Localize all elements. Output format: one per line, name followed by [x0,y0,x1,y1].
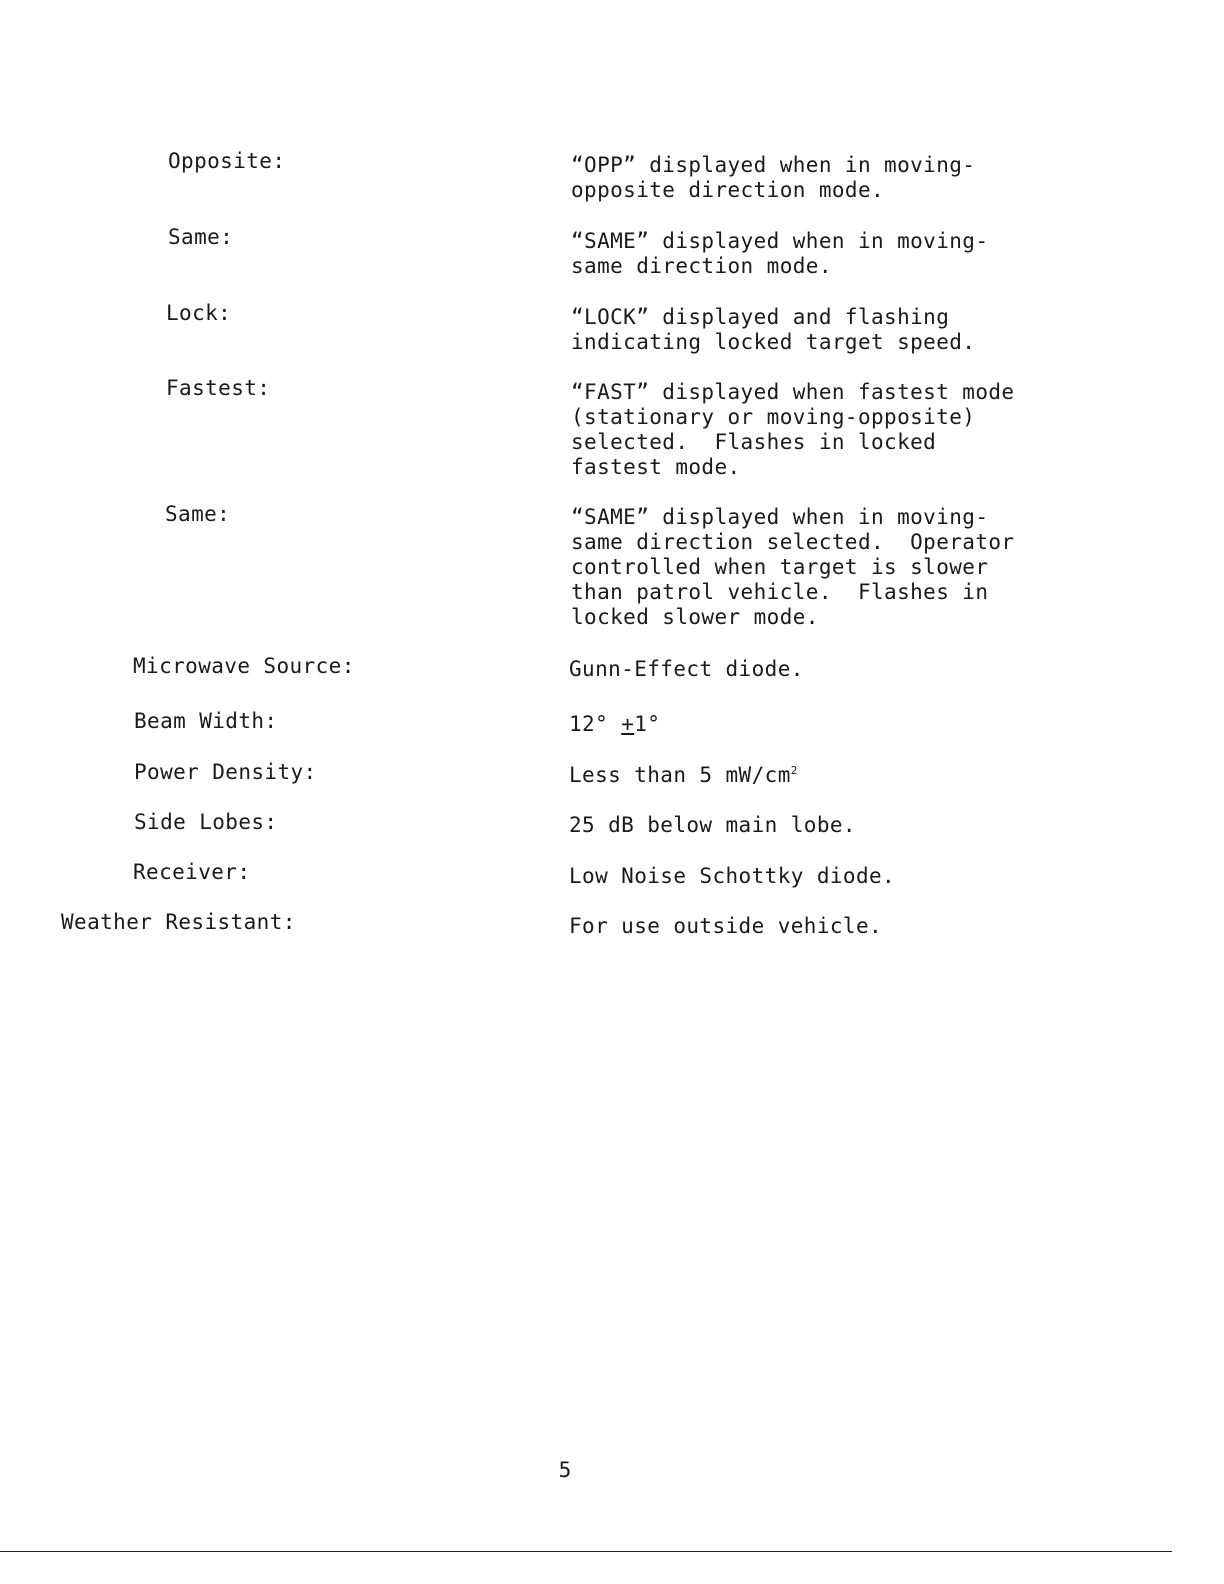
spec-value-beam-width [569,712,1129,737]
spec-value-line: “SAME” displayed when in moving- [571,505,989,529]
spec-value-line: For use outside vehicle. [569,914,883,938]
spec-value-line: controlled when target is slower [571,555,989,579]
spec-label-power-density: Power Density: [134,760,317,784]
spec-value-line: selected. Flashes in locked [571,430,937,454]
spec-value-line: Gunn-Effect diode. [569,657,804,681]
beam-width-value: 12° [569,712,622,736]
spec-value-line: “SAME” displayed when in moving- [571,229,989,253]
spec-label-same: Same: [168,225,234,249]
spec-value-power-density [569,763,1129,788]
spec-label-microwave-source: Microwave Source: [133,654,355,678]
spec-value-line: (stationary or moving-opposite) [571,405,976,429]
spec-value-line: indicating locked target speed. [571,330,976,354]
spec-value-line: same direction mode. [571,254,832,278]
spec-value-line: fastest mode. [571,455,741,479]
spec-label-fastest: Fastest: [166,376,271,400]
spec-value-fastest [571,380,1131,480]
bottom-rule [0,1551,1172,1552]
spec-value-opposite [571,153,1131,203]
spec-value-line [569,712,1129,737]
spec-label-beam-width: Beam Width: [134,709,278,733]
spec-value-line: “LOCK” displayed and flashing [571,305,950,329]
plus-minus-sign: + [621,712,635,736]
spec-value-microwave-source [569,657,1129,682]
spec-value-weather-resistant [569,914,1129,939]
spec-value-lock [571,305,1131,355]
superscript-two: 2 [790,764,798,777]
spec-label-weather-resistant: Weather Resistant: [61,910,296,934]
spec-label-receiver: Receiver: [133,860,251,884]
spec-value-line: Low Noise Schottky diode. [569,864,896,888]
power-density-value: Less than 5 mW/cm [569,763,791,787]
spec-value-line: same direction selected. Operator [571,530,1015,554]
spec-value-line: locked slower mode. [571,605,819,629]
spec-value-line: than patrol vehicle. Flashes in [571,580,989,604]
spec-label-opposite: Opposite: [168,149,286,173]
spec-value-same [571,229,1131,279]
spec-value-receiver [569,864,1129,889]
spec-value-line: “FAST” displayed when fastest mode [571,380,1015,404]
beam-width-tolerance: 1° [634,712,661,736]
spec-value-line: “OPP” displayed when in moving- [571,153,976,177]
spec-value-same-slower [571,505,1131,630]
spec-value-line: 25 dB below main lobe. [569,813,856,837]
spec-label-side-lobes: Side Lobes: [134,810,278,834]
spec-value-line: opposite direction mode. [571,178,885,202]
spec-label-same-slower: Same: [165,502,231,526]
spec-value-side-lobes [569,813,1129,838]
page-number: 5 [558,1458,572,1482]
spec-value-line [569,763,1129,788]
spec-label-lock: Lock: [166,301,232,325]
